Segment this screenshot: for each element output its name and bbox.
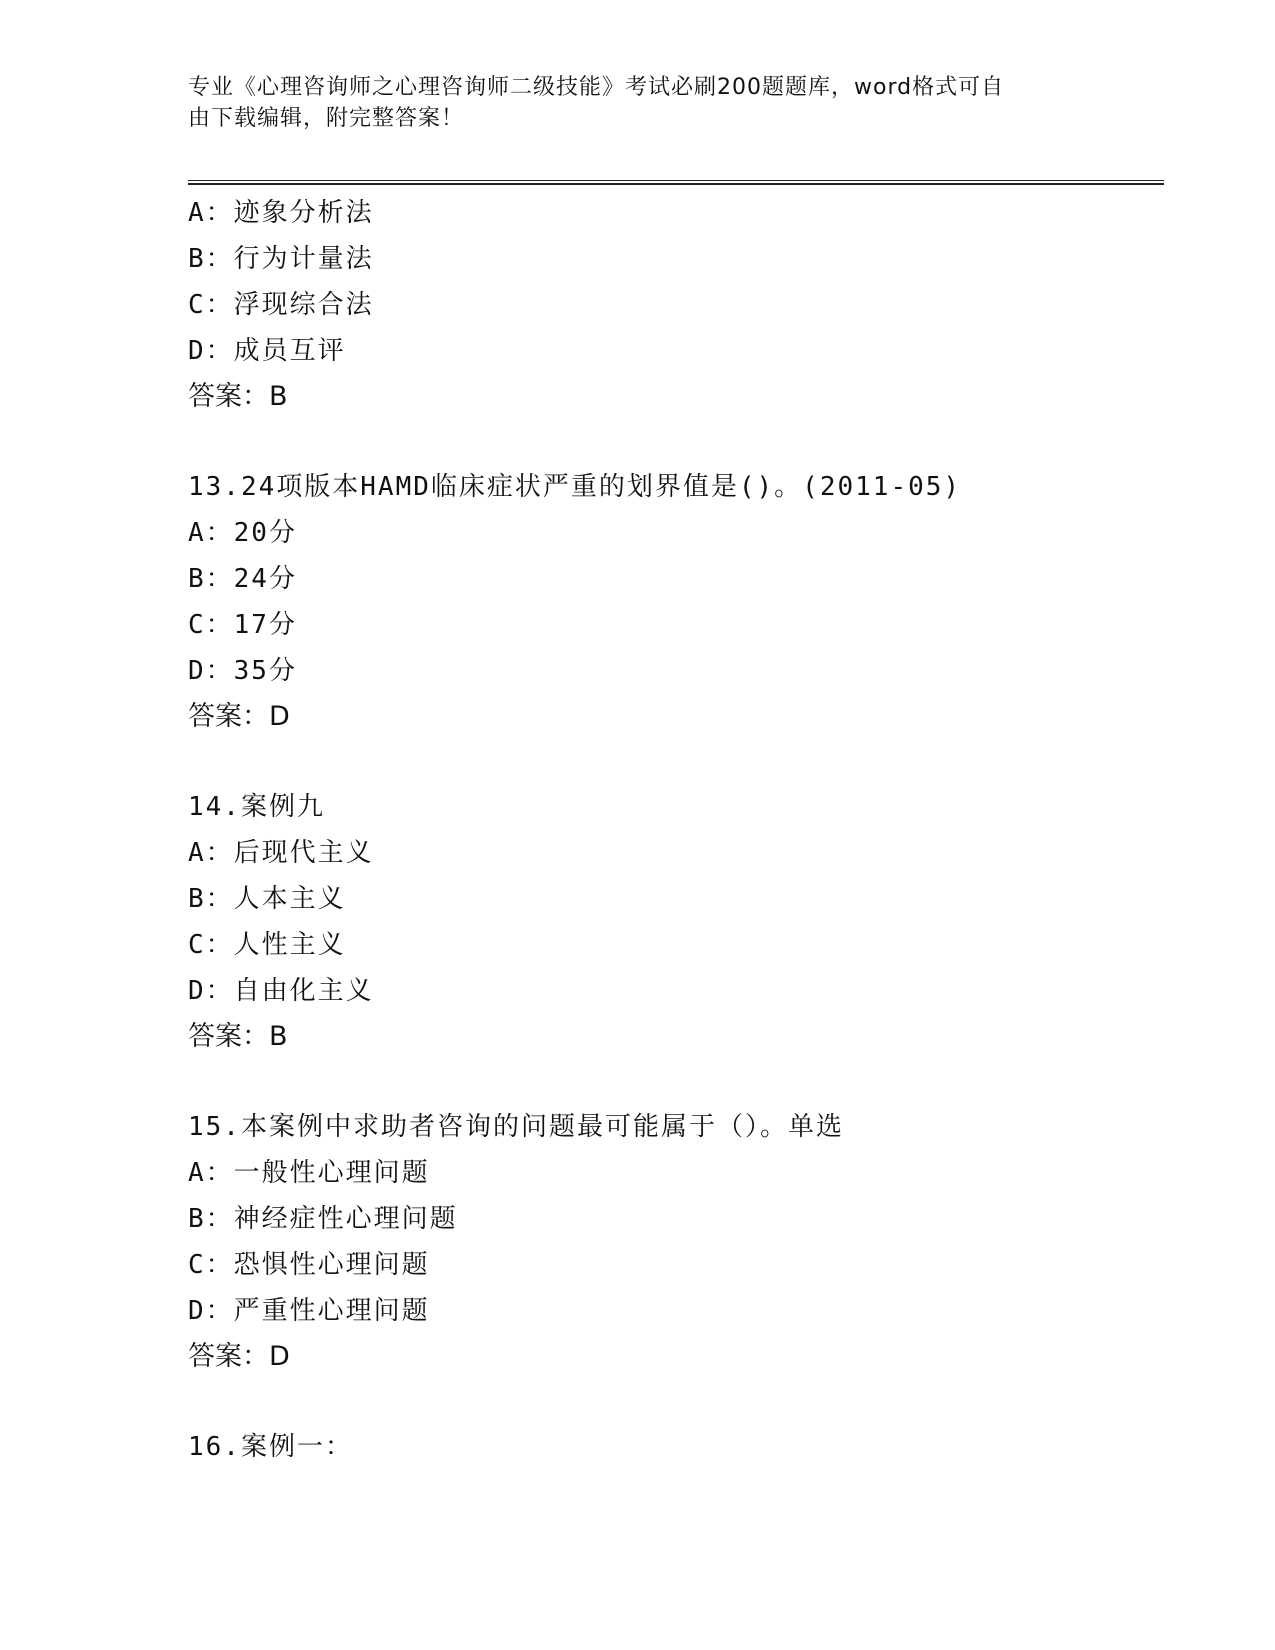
question-stem: 15.本案例中求助者咨询的问题最可能属于（）。单选 [188, 1112, 844, 1142]
question-stem: 14.案例九 [188, 792, 325, 822]
option-d: D：严重性心理问题 [188, 1296, 430, 1326]
question-list [188, 190, 1164, 1470]
option-d: D：成员互评 [188, 336, 346, 366]
header-line-2: 由下载编辑，附完整答案！ [188, 106, 465, 131]
option-c: C：恐惧性心理问题 [188, 1250, 430, 1280]
header-divider [188, 180, 1164, 185]
option-b: B：行为计量法 [188, 244, 374, 274]
option-d: D：自由化主义 [188, 976, 374, 1006]
question-block-15 [188, 1104, 1164, 1380]
question-stem: 16.案例一： [188, 1432, 353, 1462]
option-a: A：后现代主义 [188, 838, 374, 868]
question-block-partial [188, 190, 1164, 420]
question-block-14 [188, 784, 1164, 1060]
answer-line: 答案：B [188, 1021, 288, 1052]
answer-line: 答案：D [188, 1341, 290, 1372]
option-a: A：20分 [188, 518, 297, 548]
question-block-16 [188, 1424, 1164, 1470]
option-a: A：迹象分析法 [188, 198, 374, 228]
option-b: B：神经症性心理问题 [188, 1204, 458, 1234]
option-c: C：浮现综合法 [188, 290, 374, 320]
option-a: A：一般性心理问题 [188, 1158, 430, 1188]
option-d: D：35分 [188, 656, 297, 686]
header-line-1: 专业《心理咨询师之心理咨询师二级技能》考试必刷200题题库，word格式可自 [188, 75, 1005, 100]
option-b: B：人本主义 [188, 884, 346, 914]
answer-line: 答案：B [188, 381, 288, 412]
option-c: C：人性主义 [188, 930, 346, 960]
option-b: B：24分 [188, 564, 297, 594]
document-header [188, 72, 1088, 134]
answer-line: 答案：D [188, 701, 290, 732]
question-block-13 [188, 464, 1164, 740]
question-stem: 13.24项版本HAMD临床症状严重的划界值是()。(2011-05) [188, 472, 962, 502]
option-c: C：17分 [188, 610, 297, 640]
